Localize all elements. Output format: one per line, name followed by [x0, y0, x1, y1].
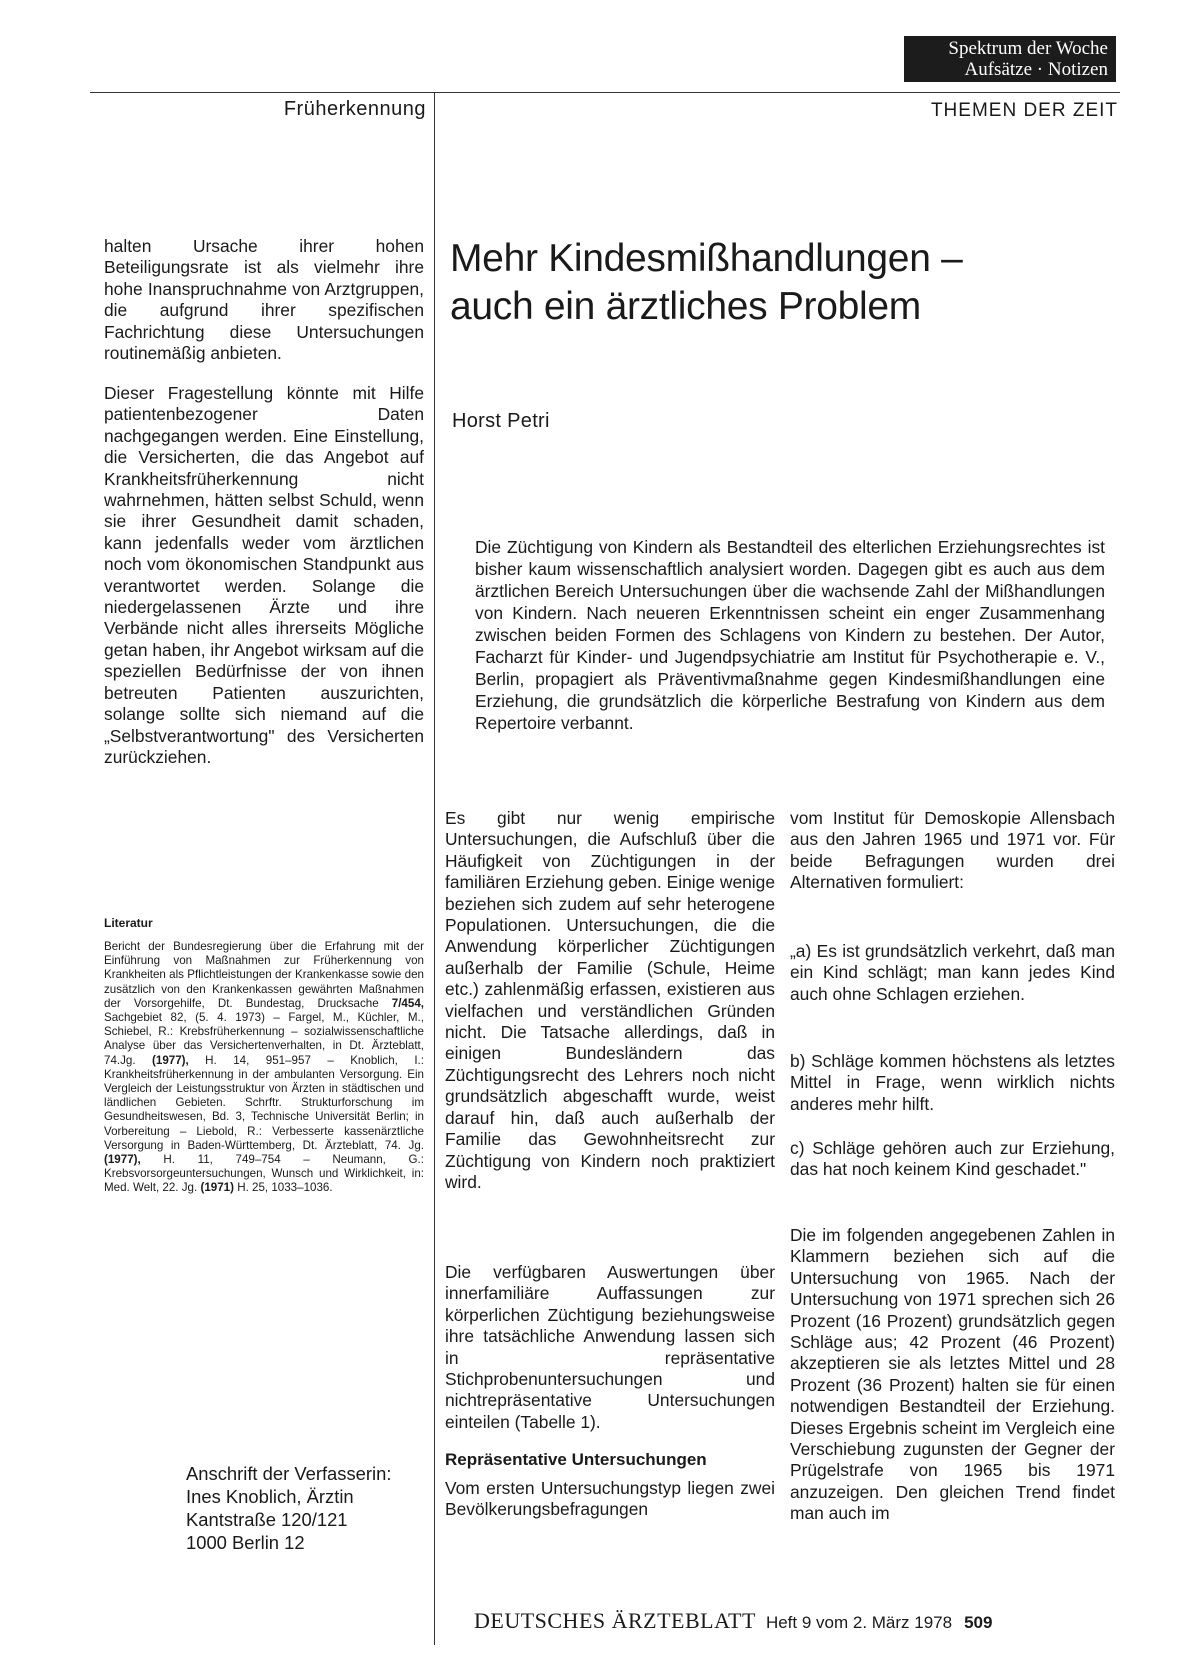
- mid-paragraph-3: Vom ersten Untersuchungstyp liegen zwei Bevölkerungsbefragungen: [445, 1478, 775, 1520]
- address-line-4: 1000 Berlin 12: [186, 1532, 305, 1553]
- article-abstract: [475, 536, 1105, 734]
- address-line-3: Kantstraße 120/121: [186, 1509, 348, 1530]
- right-column-block-1: [790, 808, 1115, 894]
- title-line-2: auch ein ärztliches Problem: [450, 285, 921, 328]
- middle-column-block-3: [445, 1478, 775, 1521]
- ref-bold-3: (1977),: [104, 1153, 141, 1167]
- section-banner: [904, 36, 1116, 82]
- ref-text-a: Bericht der Bundesregierung über die Erfahrung mit der Einführung von Maßnahmen zur Früherkennung von Krankheiten als Pflichtleistungen der Krankenkasse sowie den zusätzlich von den Krankenkassen gewährten Maßnahmen der Vorsorgehilfe, Dt. Bundestag, Drucksache: [104, 940, 424, 1010]
- section-label-right: THEMEN DER ZEIT: [930, 100, 1118, 121]
- right-column-block-4: [790, 1138, 1115, 1181]
- journal-name: DEUTSCHES ÄRZTEBLATT: [474, 1608, 756, 1633]
- banner-line-1: Spektrum der Woche: [948, 38, 1108, 59]
- ref-text-c: H. 14, 951–957 – Knoblich, I.: Krankheitsfrüherkennung in der ambulanten Versorgung. Ein Vergleich der Leistungsstruktur von Ärzten in städtischen und ländlichen Gebieten. Schrftr. Strukturforschung im Gesundheitswesen, Bd. 3, Technische Universität Berlin; in Vorbereitung – Liebold, R.: Verbesserte kassenärztliche Versorgung in Baden-Württemberg, Dt. Ärzteblatt, 74. Jg.: [104, 1053, 424, 1152]
- right-column-block-5: [790, 1225, 1115, 1525]
- ref-text-e: H. 25, 1033–1036.: [233, 1181, 333, 1195]
- right-column-block-2: [790, 941, 1115, 1005]
- ref-text-d: H. 11, 749–754 – Neumann, G.: Krebsvorsorgeuntersuchungen, Wunsch und Wirklichkeit, in: Med. Welt, 22. Jg.: [104, 1153, 424, 1195]
- section-label-left: Früherkennung: [283, 98, 426, 120]
- header-divider: [90, 92, 1120, 93]
- right-paragraph-2: „a) Es ist grundsätzlich verkehrt, daß man ein Kind schlägt; man kann jedes Kind auch ohne Schlagen erziehen.: [790, 941, 1115, 1004]
- mid-paragraph-1: Es gibt nur wenig empirische Untersuchungen, die Aufschluß über die Häufigkeit von Züchtigungen in der familiären Erziehung geben. Einige wenige beziehen sich zudem auf sehr heterogene Populationen. Untersuchungen, die die Anwendung körperlicher Züchtigungen außerhalb der Familie (Schule, Heime etc.) zahlenmäßig erfassen, existieren aus vielfachen und verständlichen Gründen nicht. Die Tatsache allerdings, daß in einigen Bundesländern das Züchtigungsrecht des Lehrers noch nicht grundsätzlich abgeschafft wurde, weist darauf hin, daß auch außerhalb der Familie das Gewohnheitsrecht zur Züchtigung von Kindern noch praktiziert wird.: [445, 808, 775, 1192]
- abstract-text: Die Züchtigung von Kindern als Bestandteil des elterlichen Erziehungsrechtes ist bisher kaum wissenschaftlich analysiert worden. Dagegen gibt es auch aus dem ärztlichen Bereich Untersuchungen über die wachsende Zahl der Mißhandlungen von Kindern. Nach neueren Erkenntnissen scheint ein enger Zusammenhang zwischen beiden Formen des Schlagens von Kindern zu bestehen. Der Autor, Facharzt für Kinder- und Jugendpsychiatrie am Institut für Psychotherapie e. V., Berlin, propagiert als Präventivmaßnahme gegen Kindesmißhandlungen eine Erziehung, die grundsätzlich die körperliche Bestrafung von Kindern aus dem Repertoire verbannt.: [475, 537, 1105, 733]
- subheading: Repräsentative Untersuchungen: [445, 1450, 707, 1469]
- ref-text-b: Sachgebiet 82, (5. 4. 1973) – Fargel, M., Küchler, M., Schiebel, R.: Krebsfrüherkennung – sozialwissenschaftliche Analyse über das Versichertenverhalten, in Dt. Ärzteblatt, 74.Jg.: [104, 1011, 424, 1067]
- middle-column-block-1: [445, 808, 775, 1193]
- mid-paragraph-2: Die verfügbaren Auswertungen über innerfamiliäre Auffassungen zur körperlichen Züchtigung beziehungsweise ihre tatsächliche Anwendung lassen sich in repräsentative Stichprobenuntersuchungen und nichtrepräsentative Untersuchungen einteilen (Tabelle 1).: [445, 1262, 775, 1432]
- left-paragraph-2: Dieser Fragestellung könnte mit Hilfe patientenbezogener Daten nachgegangen werden. Eine Einstellung, die Versicherten, die das Angebot auf Krankheitsfrüherkennung nicht wahrnehmen, hätten selbst Schuld, wenn sie ihrer Gesundheit damit schaden, kann jedenfalls weder vom ärztlichen noch vom ökonomischen Standpunkt aus verantwortet werden. Solange die niedergelassenen Ärzte und ihre Verbände nicht alles ihrerseits Mögliche getan haben, ihr Angebot wirksam auf die speziellen Bedürfnisse der von ihnen betreuten Patienten auszurichten, solange sollte sich niemand auf die „Selbstverantwortung" des Versicherten zurückziehen.: [104, 383, 425, 767]
- left-paragraph-1: halten Ursache ihrer hohen Beteiligungsrate ist als vielmehr ihre hohe Inanspruchnahme von Arztgruppen, die aufgrund ihrer spezifischen Fachrichtung diese Untersuchungen routinemäßig anbieten.: [104, 236, 424, 364]
- middle-column-block-2: [445, 1262, 775, 1433]
- article-title: [450, 235, 1110, 331]
- page-footer: [474, 1608, 992, 1634]
- ref-bold-2: (1977),: [152, 1053, 189, 1067]
- literature-references: [104, 940, 424, 1196]
- title-line-1: Mehr Kindesmißhandlungen –: [450, 237, 963, 280]
- column-divider: [434, 92, 435, 1645]
- left-column-main: [104, 383, 424, 768]
- ref-bold-4: (1971): [200, 1181, 234, 1195]
- left-column-intro: [104, 236, 424, 364]
- right-paragraph-3: b) Schläge kommen höchstens als letztes Mittel in Frage, wenn wirklich nichts anderes mehr hilft.: [790, 1051, 1115, 1114]
- right-paragraph-1: vom Institut für Demoskopie Allensbach aus den Jahren 1965 und 1971 vor. Für beide Befragungen wurden drei Alternativen formuliert:: [790, 808, 1115, 893]
- address-line-2: Ines Knoblich, Ärztin: [186, 1486, 354, 1507]
- banner-line-2: Aufsätze · Notizen: [964, 59, 1108, 80]
- page-number: 509: [964, 1613, 993, 1632]
- literature-heading: Literatur: [104, 916, 153, 930]
- ref-bold-1: 7/454,: [391, 996, 424, 1010]
- right-column-block-3: [790, 1051, 1115, 1115]
- right-paragraph-4: c) Schläge gehören auch zur Erziehung, das hat noch keinem Kind geschadet.": [790, 1138, 1115, 1180]
- issue-info: Heft 9 vom 2. März 1978: [765, 1613, 953, 1632]
- right-paragraph-5: Die im folgenden angegebenen Zahlen in Klammern beziehen sich auf die Untersuchung von 1965. Nach der Untersuchung von 1971 sprechen sich 26 Prozent (16 Prozent) grundsätzlich gegen Schläge aus; 42 Prozent (46 Prozent) akzeptieren sie als letztes Mittel und 28 Prozent (36 Prozent) halten sie für einen notwendigen Bestandteil der Erziehung. Dieses Ergebnis scheint im Vergleich eine Verschiebung zugunsten der Gegner der Prügelstrafe von 1965 bis 1971 anzuzeigen. Den gleichen Trend findet man auch im: [790, 1225, 1115, 1524]
- address-line-1: Anschrift der Verfasserin:: [186, 1463, 392, 1484]
- article-author: Horst Petri: [452, 410, 550, 432]
- author-address: [186, 1462, 426, 1554]
